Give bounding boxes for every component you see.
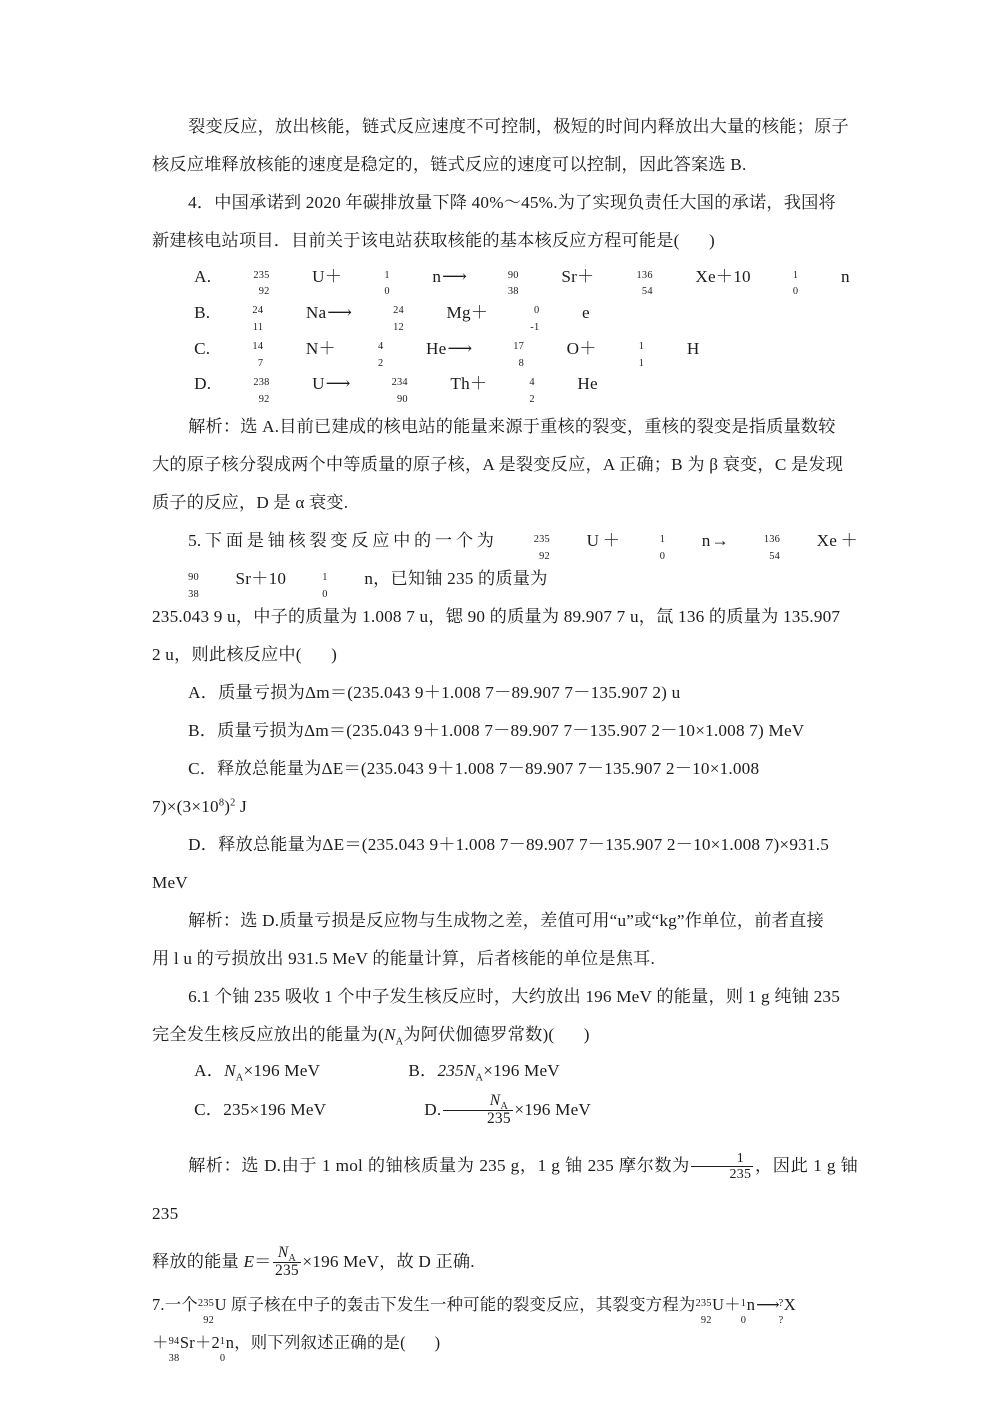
q4-stem-text-2: 新建核电站项目．目前关于该电站获取核能的基本核反应方程可能是( xyxy=(152,231,680,250)
q5-stem-text-b: ，已知铀 235 的质量为 xyxy=(373,569,548,589)
q6-solution-text-1b: ，因此 1 g 铀 235 xyxy=(152,1156,858,1224)
q5-solution-line2 xyxy=(152,940,858,978)
nuclide-neutron-2: 1 0 n xyxy=(219,1333,235,1364)
q3-solution-text-2c: ，因此答案选 B. xyxy=(621,155,747,174)
q3-solution-text-1: 裂变反应，放出核能，链式反应速度不可控制，极短的时间内释放出大量的核能；原子 xyxy=(188,117,849,136)
nuclide-he4: 4 2 He xyxy=(377,338,447,370)
q4-stem-paren-close: ) xyxy=(708,231,715,250)
q6-solution-line2: 释放的能量 E＝ $\frac{N_A}{235}$ ×196 MeV，故 D 正确. xyxy=(152,1244,475,1279)
q7-stem-text-tail: ，则下列叙述正确的是( xyxy=(234,1333,406,1353)
q5-stem-text-2: 235.043 9 u，中子的质量为 1.008 7 u，锶 90 的质量为 89.907 7 u，氙 136 的质量为 135.907 xyxy=(152,607,841,627)
q5-option-c-line2 xyxy=(152,788,858,826)
fraction-na-over-235: $\frac{N_A}{235}$ xyxy=(443,1093,513,1127)
q4-solution-line2 xyxy=(152,446,858,484)
q3-solution-line1 xyxy=(152,108,858,146)
q5-stem-text-a: 5.下面是铀核裂变反应中的一个为 xyxy=(188,531,498,551)
nuclide-xe136: 136 54 Xe xyxy=(763,531,838,562)
nuclide-u235: 235 92 U xyxy=(533,531,600,562)
q4-option-d-label: D. xyxy=(194,374,212,394)
q6-option-c-label: C． xyxy=(194,1100,224,1120)
nuclide-x-unknown: ? ? X xyxy=(778,1295,796,1326)
q6-stem-line1 xyxy=(152,978,858,1016)
q5-option-d-text-2: MeV xyxy=(152,873,188,893)
q5-option-c-text-2b: ) xyxy=(224,797,231,817)
q7-stem-text-b: 原子核在中子的轰击下发生一种可能的裂变反应，其裂变方程为 xyxy=(226,1295,696,1315)
q6-option-a-text: ×196 MeV xyxy=(243,1061,321,1081)
q7-stem-paren-close: ) xyxy=(434,1333,441,1353)
q4-solution-line3 xyxy=(152,484,858,522)
nuclide-o17: 17 8 O xyxy=(513,338,580,370)
q7-stem-line2: ＋ 94 38 Sr ＋2 1 0 n ，则下列叙述正确的是( ) xyxy=(152,1324,858,1362)
avogadro-subscript: A xyxy=(395,1036,404,1048)
nuclide-xe136: 136 54 Xe xyxy=(636,267,716,298)
q6-option-b-text: ×196 MeV xyxy=(483,1061,560,1081)
q5-stem-paren-close: ) xyxy=(331,645,338,665)
exponent-8: 8 xyxy=(218,797,225,809)
q6-solution-text-2a: 释放的能量 xyxy=(152,1252,244,1272)
q6-option-a-label: A． xyxy=(194,1061,225,1081)
q6-option-a[interactable]: A．$N_A\times 196$ MeV xyxy=(194,1061,321,1084)
q3-solution-text-2b: 以控制 xyxy=(569,155,622,174)
nuclide-neutron: 1 0 n xyxy=(384,267,442,298)
nuclide-u235-eq: 235 92 U xyxy=(695,1295,725,1326)
q7-stem-text-a: 7.一个 xyxy=(152,1295,198,1315)
nuclide-neutron-2: 1 0 n xyxy=(322,569,374,600)
q6-stem-paren-close: ) xyxy=(583,1025,590,1045)
q4-solution-text-2: 大的原子核分裂成两个中等质量的原子核，A 是裂变反应，A 正确；B 为 β 衰变，C 是发现 xyxy=(152,455,844,475)
reaction-arrow-icon: → xyxy=(711,531,727,551)
q5-option-a[interactable] xyxy=(152,674,858,712)
q5-option-c-text-2c: J xyxy=(235,797,247,817)
q4-solution-choice: 选 A. xyxy=(240,417,280,437)
nuclide-beta-electron: 0 -1 e xyxy=(530,302,590,334)
nuclide-sr94: 94 38 Sr xyxy=(168,1333,195,1364)
q5-solution-line1 xyxy=(152,902,858,940)
q6-stem-line2 xyxy=(152,1016,858,1054)
q3-solution-text-2a: 核反应堆释放核能的速度是稳定的，链式反应的速度可 xyxy=(152,155,570,174)
q6-options-row1 xyxy=(152,1054,858,1087)
q5-solution-text-1: 质量亏损是反应物与生成物之差，差值可用“u”或“kg”作单位，前者直接 xyxy=(279,911,824,931)
q5-option-c-line1[interactable] xyxy=(152,750,858,788)
nuclide-u238: 238 92 U xyxy=(253,374,325,405)
q6-option-d-text: ×196 MeV xyxy=(514,1100,592,1120)
q6-option-b-label: B． xyxy=(408,1061,438,1081)
q6-stem-text-1: 6.1 个铀 235 吸收 1 个中子发生核反应时，大约放出 196 MeV 的能量，则 1 g 纯铀 235 xyxy=(188,987,840,1007)
reaction-arrow-icon: ⟶ xyxy=(325,374,349,394)
nuclide-neutron-2: 1 0 n xyxy=(792,267,850,298)
q6-solution-line1 xyxy=(152,1142,858,1238)
q5-stem-line3 xyxy=(152,636,858,674)
reaction-arrow-icon: ⟶ xyxy=(756,1295,778,1315)
q4-option-d[interactable]: D. 238 92 U ⟶ 234 90 Th ＋ 4 2 He xyxy=(152,367,858,403)
q5-option-c-text-2a: 7)×(3×10 xyxy=(152,797,219,817)
q6-stem-text-2b: 为阿伏伽德罗常数)( xyxy=(403,1025,555,1045)
q5-option-b[interactable] xyxy=(152,712,858,750)
fraction-na-over-235: $\frac{N_A}{235}$ xyxy=(275,1244,299,1279)
energy-symbol: E xyxy=(243,1252,255,1272)
q3-solution-line2 xyxy=(152,146,858,184)
nuclide-mg24: 24 12 Mg xyxy=(393,302,471,334)
exponent-2: 2 xyxy=(230,797,236,809)
q4-option-c[interactable]: C. 14 7 N ＋ 4 2 He ⟶ 17 8 O ＋ 1 1 H xyxy=(152,332,858,368)
nuclide-he4-2: 4 2 He xyxy=(529,374,598,405)
q6-option-c[interactable] xyxy=(194,1100,326,1119)
nuclide-na24: 24 11 Na xyxy=(252,302,327,334)
q6-option-d-label: D. xyxy=(424,1100,442,1120)
q5-stem-text-3: 2 u，则此核反应中( xyxy=(152,645,302,665)
q6-option-b[interactable]: B．$235N_A\times 196$ MeV xyxy=(408,1061,560,1084)
reaction-arrow-icon: ⟶ xyxy=(442,267,465,286)
q4-solution-text-1: 目前已建成的核电站的能量来源于重核的裂变，重核的裂变是指质量数较 xyxy=(279,417,836,437)
nuclide-th234: 234 90 Th xyxy=(391,374,470,405)
nuclide-sr90: 90 38 Sr xyxy=(507,267,578,298)
q4-stem-text-1: 4．中国承诺到 2020 年碳排放量下降 40%～45%.为了实现负责任大国的承诺，我国将 xyxy=(188,193,836,212)
q5-option-d-text-1: D．释放总能量为ΔE＝(235.043 9＋1.008 7－89.907 7－135.907 2－10×1.008 7)×931.5 xyxy=(188,835,829,855)
q7-stem-line1: 7.一个 235 92 U 原子核在中子的轰击下发生一种可能的裂变反应，其裂变方程为 235 92 U ＋ 1 0 n ⟶ ? ? X xyxy=(152,1286,858,1324)
q6-options-row2 xyxy=(152,1087,858,1132)
solution-prefix: 解析： xyxy=(188,911,241,931)
q4-solution-text-3: 质子的反应，D 是 α 衰变. xyxy=(152,493,349,513)
q5-stem-line1: 5.下面是铀核裂变反应中的一个为 235 92 U ＋ 1 0 n → 136 54 Xe ＋ 90 38 Sr ＋10 1 0 n ，已知铀 235 的质量为 xyxy=(152,522,858,598)
q4-solution-line1 xyxy=(152,408,858,446)
reaction-arrow-icon: ⟶ xyxy=(327,302,350,322)
q6-solution-text-1a: 由于 1 mol 的铀核质量为 235 g，1 g 铀 235 摩尔数为 xyxy=(281,1156,690,1176)
q4-option-a[interactable]: A. 235 92 U ＋ 1 0 n ⟶ 90 38 Sr ＋ 136 54 Xe ＋10 1 0 n xyxy=(152,260,858,296)
q4-stem-line1 xyxy=(152,184,858,222)
q6-stem-text-2a: 完全发生核反应放出的能量为( xyxy=(152,1025,384,1045)
q4-stem-line2 xyxy=(152,222,858,260)
nuclide-u235: 235 92 U xyxy=(253,267,325,298)
solution-prefix: 解析： xyxy=(188,1156,242,1176)
q4-option-c-label: C. xyxy=(194,338,211,358)
reaction-arrow-icon: ⟶ xyxy=(447,338,471,358)
q5-option-d-line1[interactable] xyxy=(152,826,858,864)
q6-solution-choice: 选 D. xyxy=(241,1156,282,1176)
fraction-one-over-235: $\frac{1}{235}$ xyxy=(691,1151,753,1182)
nuclide-h1: 1 1 H xyxy=(638,338,700,370)
nuclide-n14: 14 7 N xyxy=(252,338,319,370)
nuclide-neutron: 1 0 n xyxy=(659,531,711,562)
q6-option-d[interactable] xyxy=(424,1092,592,1127)
nuclide-sr90: 90 38 Sr xyxy=(188,569,252,600)
q5-option-d-line2 xyxy=(152,864,858,902)
q5-solution-text-2: 用 l u 的亏损放出 931.5 MeV 的能量计算，后者核能的单位是焦耳. xyxy=(152,949,656,969)
q6-solution-text-2b: ×196 MeV，故 D 正确. xyxy=(302,1252,475,1272)
q5-option-c-text-1: C．释放总能量为ΔE＝(235.043 9＋1.008 7－89.907 7－135.907 2－10×1.008 xyxy=(188,759,760,779)
q6-option-c-text: 235×196 MeV xyxy=(223,1100,327,1120)
nuclide-neutron: 1 0 n xyxy=(740,1295,756,1326)
avogadro-symbol: N xyxy=(383,1025,396,1045)
q5-solution-choice: 选 D. xyxy=(240,911,280,931)
q4-option-b-label: B. xyxy=(194,302,211,322)
q4-option-a-label: A. xyxy=(194,267,212,286)
page-content xyxy=(152,108,858,1362)
q5-option-b-text: B．质量亏损为Δm＝(235.043 9＋1.008 7－89.907 7－135.907 2－10×1.008 7) MeV xyxy=(188,721,805,741)
solution-prefix: 解析： xyxy=(188,417,241,437)
q5-option-a-text: A．质量亏损为Δm＝(235.043 9＋1.008 7－89.907 7－135.907 2) u xyxy=(188,683,681,703)
q4-option-b[interactable]: B. 24 11 Na ⟶ 24 12 Mg ＋ 0 -1 e xyxy=(152,296,858,332)
nuclide-u235: 235 92 U xyxy=(197,1295,227,1326)
q5-stem-line2 xyxy=(152,598,858,636)
